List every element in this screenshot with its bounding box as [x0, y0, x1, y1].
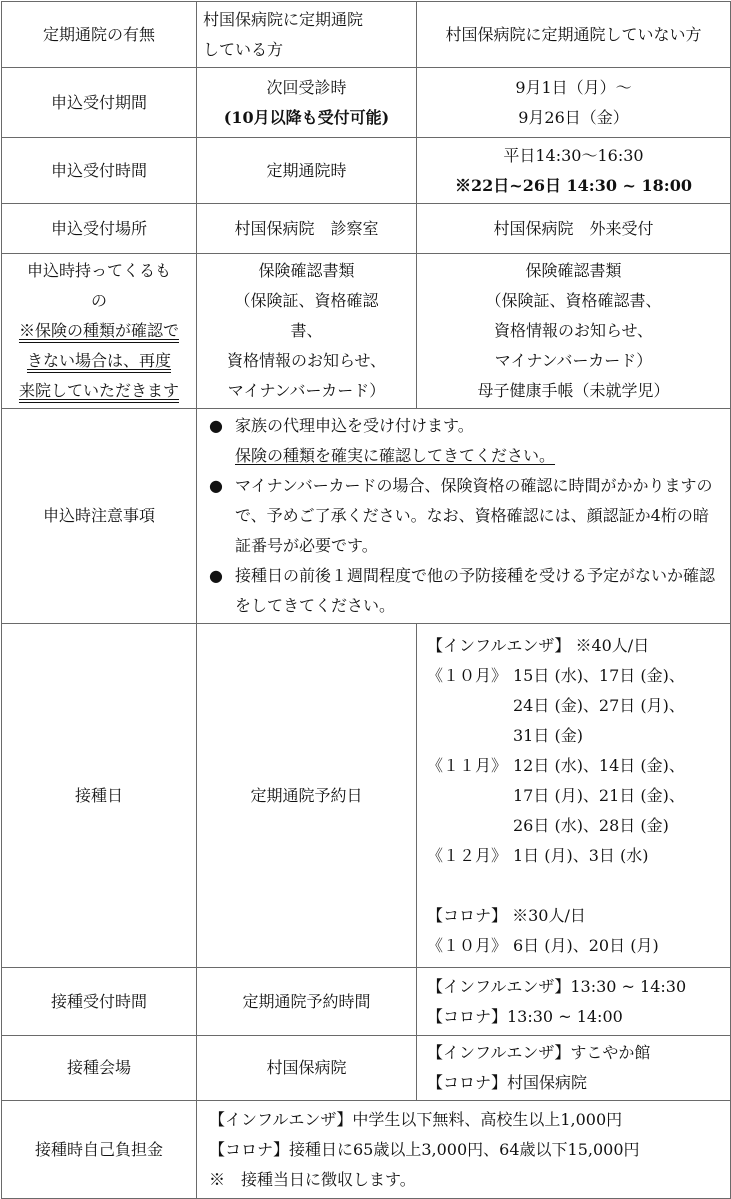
row-venue [2, 1036, 731, 1101]
items-regular-line: マイナンバーカード） [227, 381, 386, 400]
schedule-month-row [427, 931, 724, 961]
items-label-line: の [90, 291, 107, 310]
row-vaccination-day [2, 624, 731, 968]
items-label-line: 申込時持ってくるも [26, 261, 171, 280]
items-label-note: 来院していただきます [18, 381, 179, 400]
vaccination-day-regular-cell: 定期通院予約日 [197, 624, 417, 968]
bullet-icon: ● [209, 476, 223, 495]
header-cell-regular [197, 2, 417, 68]
row-label: 申込時注意事項 [2, 409, 197, 624]
vaccination-info-table [1, 1, 731, 1199]
venue-line: 【インフルエンザ】すこやか館 [427, 1043, 651, 1062]
items-regular-line: （保険証、資格確認 [234, 291, 379, 310]
items-nonregular-cell [417, 254, 731, 409]
items-nonregular-line: 保険確認書類 [525, 261, 622, 280]
reception-time-regular-cell: 定期通院予約時間 [197, 968, 417, 1036]
row-application-period [2, 68, 731, 138]
row-label: 接種受付時間 [2, 968, 197, 1036]
venue-nonregular-cell [417, 1036, 731, 1101]
venue-line: 【コロナ】村国保病院 [427, 1073, 588, 1092]
row-fee [2, 1101, 731, 1199]
items-nonregular-line: 母子健康手帳（未就学児） [477, 381, 670, 400]
header-cell-nonregular: 村国保病院に定期通院していない方 [417, 2, 731, 68]
notes-text: 接種日の前後１週間程度で他の予防接種を受ける予定がないか確認をしてきてください。 [235, 566, 716, 615]
reception-time-line: 【インフルエンザ】13:30 ~ 14:30 [427, 976, 687, 996]
schedule-days: 31日 (金) [513, 725, 583, 745]
reception-time-nonregular-cell [417, 968, 731, 1036]
fee-cell [197, 1101, 731, 1199]
time-nonregular-note: ※22日~26日 14:30 ~ 18:00 [455, 175, 692, 195]
items-regular-line: 書、 [290, 321, 323, 340]
fee-line: 【コロナ】接種日に65歳以上3,000円、64歳以下15,000円 [209, 1139, 640, 1159]
notes-underlined-text: 保険の種類を確実に確認してきてください。 [235, 446, 556, 465]
bullet-icon: ● [209, 416, 223, 435]
header-regular-line: 村国保病院に定期通院 [203, 9, 364, 29]
period-regular-note: (10月以降も受付可能) [223, 107, 390, 127]
items-label-note: きない場合は、再度 [26, 351, 171, 370]
row-label: 申込受付期間 [2, 68, 197, 138]
bullet-icon: ● [209, 566, 223, 585]
period-regular-line: 次回受診時 [266, 77, 347, 97]
venue-regular-cell: 村国保病院 [197, 1036, 417, 1101]
items-label-note: ※保険の種類が確認で [18, 321, 179, 340]
schedule-month-row [427, 841, 724, 871]
fee-line: ※ 接種当日に徴収します。 [209, 1169, 416, 1189]
header-cell-status: 定期通院の有無 [2, 2, 197, 68]
schedule-days: 6日 (月)、20日 (月) [513, 935, 659, 955]
time-nonregular-line: 平日14:30〜16:30 [503, 145, 644, 165]
flu-schedule-header: 【インフルエンザ】 ※40人/日 [427, 635, 650, 655]
row-reception-time [2, 968, 731, 1036]
items-regular-line: 保険確認書類 [258, 261, 355, 280]
place-nonregular-cell: 村国保病院 外来受付 [417, 204, 731, 254]
row-items-to-bring [2, 254, 731, 409]
time-nonregular-cell [417, 138, 731, 204]
row-label: 申込受付場所 [2, 204, 197, 254]
items-nonregular-line: 資格情報のお知らせ、 [493, 321, 654, 340]
place-regular-cell: 村国保病院 診察室 [197, 204, 417, 254]
items-nonregular-line: マイナンバーカード） [494, 351, 653, 370]
schedule-days: 26日 (水)、28日 (金) [513, 815, 669, 835]
notes-cell [197, 409, 731, 624]
items-regular-line: 資格情報のお知らせ、 [226, 351, 387, 370]
schedule-days: 17日 (月)、21日 (金)、 [513, 785, 685, 805]
schedule-days: 1日 (月)、3日 (水) [513, 845, 649, 865]
reception-time-line: 【コロナ】13:30 ~ 14:00 [427, 1006, 623, 1026]
vaccination-day-schedule-cell [417, 624, 731, 968]
period-regular-cell [197, 68, 417, 138]
period-nonregular-cell [417, 68, 731, 138]
row-notes [2, 409, 731, 624]
schedule-month: 《１０月》 [427, 665, 508, 685]
schedule-month: 《１２月》 [427, 845, 508, 865]
row-label: 接種日 [2, 624, 197, 968]
notes-bullet-item [209, 471, 724, 561]
items-label-cell [2, 254, 197, 409]
schedule-month-row [427, 751, 724, 841]
schedule-month: 《１１月》 [427, 755, 508, 775]
items-nonregular-line: （保険証、資格確認書、 [485, 291, 662, 310]
period-nonregular-line: 9月1日（月）～ [515, 77, 632, 97]
row-application-time [2, 138, 731, 204]
row-label: 申込受付時間 [2, 138, 197, 204]
period-nonregular-line: 9月26日（金） [518, 107, 629, 127]
notes-text: 家族の代理申込を受け付けます。 [235, 416, 474, 435]
schedule-days: 15日 (水)、17日 (金)、 [513, 665, 685, 685]
schedule-gap [427, 871, 724, 901]
notes-text: マイナンバーカードの場合、保険資格の確認に時間がかかりますので、予めご了承ください。なお、資格確認には、顔認証か4桁の暗証番号が必要です。 [235, 476, 713, 555]
header-row [2, 2, 731, 68]
row-label: 接種時自己負担金 [2, 1101, 197, 1199]
fee-line: 【インフルエンザ】中学生以下無料、高校生以上1,000円 [209, 1109, 623, 1129]
time-regular-cell: 定期通院時 [197, 138, 417, 204]
notes-bullet-item [209, 411, 724, 471]
schedule-month-row [427, 661, 724, 751]
schedule-days: 12日 (水)、14日 (金)、 [513, 755, 685, 775]
notes-bullet-item [209, 561, 724, 621]
row-label: 接種会場 [2, 1036, 197, 1101]
row-application-place [2, 204, 731, 254]
schedule-month: 《１０月》 [427, 935, 508, 955]
covid-schedule-header: 【コロナ】 ※30人/日 [427, 905, 586, 925]
header-regular-line: している方 [203, 39, 284, 59]
schedule-days: 24日 (金)、27日 (月)、 [513, 695, 685, 715]
items-regular-cell [197, 254, 417, 409]
